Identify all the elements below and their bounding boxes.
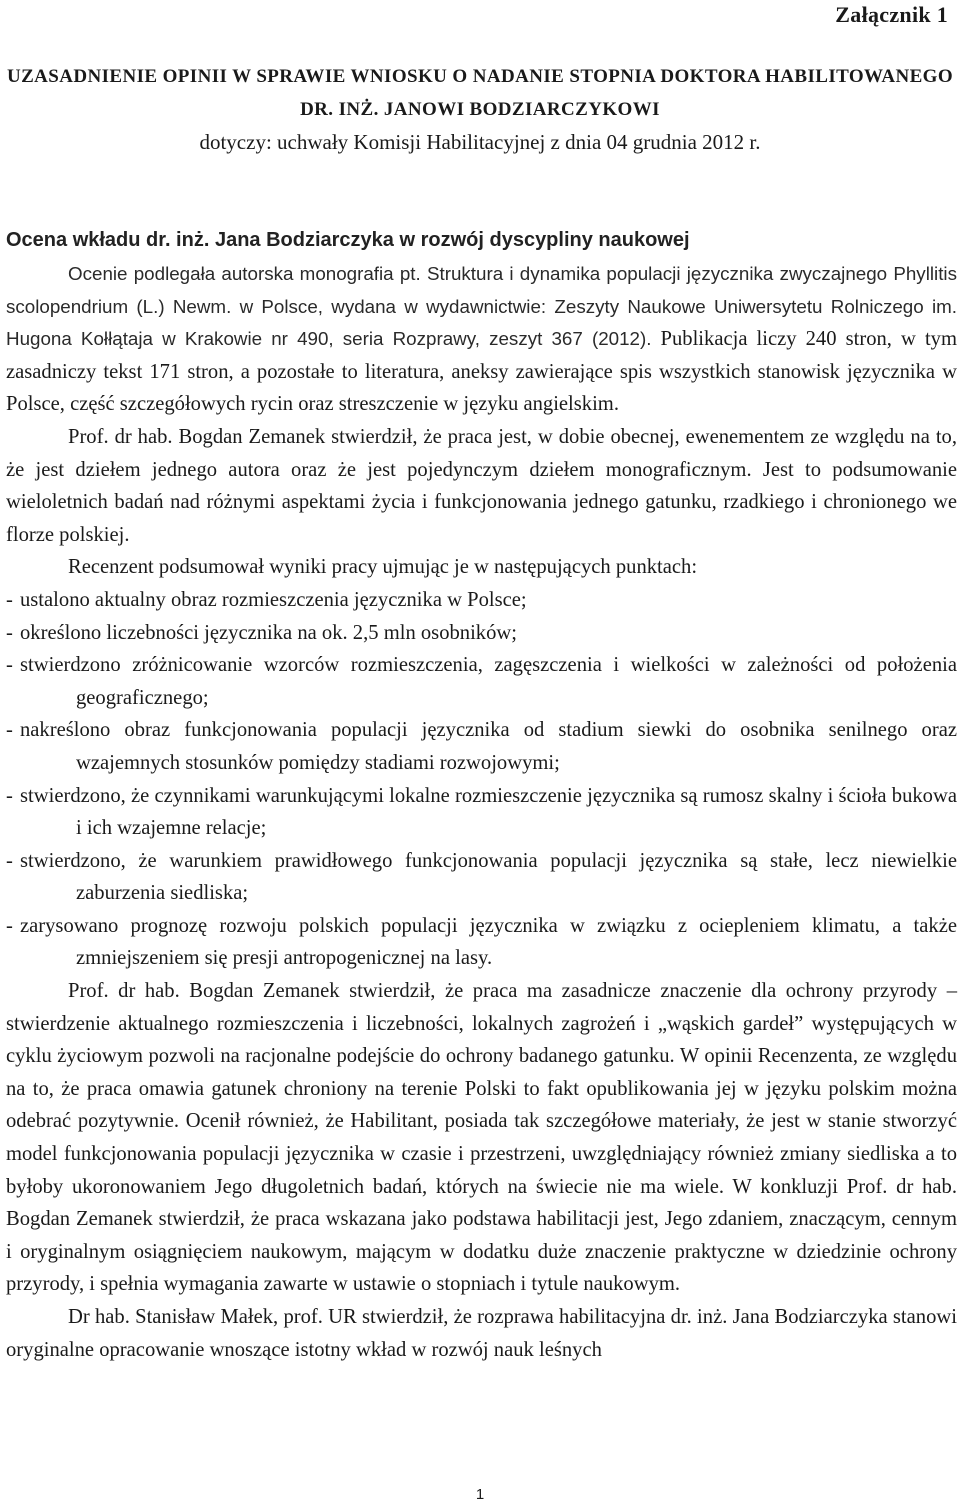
page-number: 1 (475, 1486, 485, 1503)
list-item: - stwierdzono, że warunkiem prawidłowego funkcjonowania populacji języcznika są stałe, lecz niewielkie zaburzenia siedliska; (6, 845, 957, 910)
list-item: - nakreślono obraz funkcjonowania populacji języcznika od stadium siewki do osobnika senilnego oraz wzajemnych stosunków pomiędzy stadiami rozwojowymi; (6, 714, 957, 779)
paragraph-protection-significance: Prof. dr hab. Bogdan Zemanek stwierdził, że praca ma zasadnicze znaczenie dla ochrony przyrody – stwierdzenie aktualnego rozmieszczenia i liczebności, lokalnych zagrożeń i „wąskich gardeł” występujących w cyklu życiowym pozwoli na racjonalne podejście do ochrony badanego gatunku. W opinii Recenzenta, ze względu na to, że praca omawia gatunek chroniony na terenie Polski to fakt opublikowania jej w języku polskim można odebrać pozytywnie. Ocenił również, że Habilitant, posiada tak szczegółowe materiały, że jest w stanie stworzyć model funkcjonowania populacji języcznika w czasie i przestrzeni, uwzględniający również zmiany siedliska a to byłoby ukoronowaniem Jego długoletnich badań, których na świecie nie ma wiele. W konkluzji Prof. dr hab. Bogdan Zemanek stwierdził, że praca wskazana jako podstawa habilitacji jest, Jego zdaniem, znaczącym, cennym i oryginalnym osiągnięciem naukowym, mającym w dodatku duże znaczenie praktyczne w dziedzinie ochrony przyrody, i spełnia wymagania zawarte w ustawie o stopniach i tytule naukowym. (6, 980, 957, 1296)
list-item: - stwierdzono, że czynnikami warunkującymi lokalne rozmieszczenie języcznika są rumosz skalny i ścioła bukowa i ich wzajemne relacje; (6, 780, 957, 845)
section-title: Ocena wkładu dr. inż. Jana Bodziarczyka w rozwój dyscypliny naukowej (6, 229, 690, 251)
bullet-dash: - (6, 849, 13, 872)
attachment-label: Załącznik 1 (835, 2, 948, 27)
bullet-dash: - (6, 654, 13, 677)
paragraph-second-reviewer: Dr hab. Stanisław Małek, prof. UR stwierdził, że rozprawa habilitacyjna dr. inż. Jana Bodziarczyka stanowi oryginalne opracowanie wnoszące istotny wkład w rozwój nauk leśnych (6, 1306, 957, 1361)
intro-paragraph (6, 258, 957, 421)
list-item: - ustalono aktualny obraz rozmieszczenia języcznika w Polsce; (6, 584, 957, 617)
header-title: UZASADNIENIE OPINII W SPRAWIE WNIOSKU O NADANIE STOPNIA DOKTORA HABILITOWANEGO (6, 66, 954, 87)
bullet-dash: - (6, 719, 13, 742)
paragraph-reviewer-summary: Recenzent podsumował wyniki pracy ujmując je w następujących punktach: (68, 556, 698, 579)
document-body (6, 258, 957, 1366)
bullet-dash: - (6, 621, 13, 644)
list-item: - określono liczebności języcznika na ok. 2,5 mln osobników; (6, 617, 957, 650)
paragraph-reviewer-opinion: Prof. dr hab. Bogdan Zemanek stwierdził, że praca jest, w dobie obecnej, ewenementem ze względu na to, że jest dziełem jednego autora oraz że jest pojedynczym dziełem monograficznym. Jest to podsumowanie wieloletnich badań nad różnymi aspektami życia i funkcjonowania jednego gatunku, rzadkiego i chronionego we florze polskiej. (6, 425, 957, 546)
publication-details: Publikacja liczy 240 stron, w tym zasadniczy tekst 171 stron, a pozostałe to literatura, aneksy zawierające spis wszystkich stanowisk języcznika w Polsce, część szczegółowych rycin oraz streszczenie w języku angielskim. (6, 328, 957, 416)
list-item: - stwierdzono zróżnicowanie wzorców rozmieszczenia, zagęszczenia i wielkości w zależności od położenia geograficznego; (6, 649, 957, 714)
header-resolution-ref: dotyczy: uchwały Komisji Habilitacyjnej z dnia 04 grudnia 2012 r. (199, 130, 761, 154)
header-candidate-name: DR. INŻ. JANOWI BODZIARCZYKOWI (300, 99, 660, 120)
document-header (0, 60, 960, 159)
findings-list (6, 584, 957, 975)
bullet-dash: - (6, 784, 13, 807)
bullet-dash: - (6, 914, 13, 937)
bullet-dash: - (6, 588, 13, 611)
list-item: - zarysowano prognozę rozwoju polskich populacji języcznika w związku z ociepleniem klimatu, a także zmniejszeniem się presji antropogenicznej na lasy. (6, 910, 957, 975)
monograph-description: Ocenie podlegała autorska monografia pt. Struktura i dynamika populacji języcznika zwyczajnego Phyllitis scolopendrium (L.) Newm. w Polsce, wydana w wydawnictwie: Zeszyty Naukowe Uniwersytetu Rolniczego im. Hugona Kołłątaja w Krakowie nr 490, seria Rozprawy, zeszyt 367 (2012). (6, 263, 957, 350)
